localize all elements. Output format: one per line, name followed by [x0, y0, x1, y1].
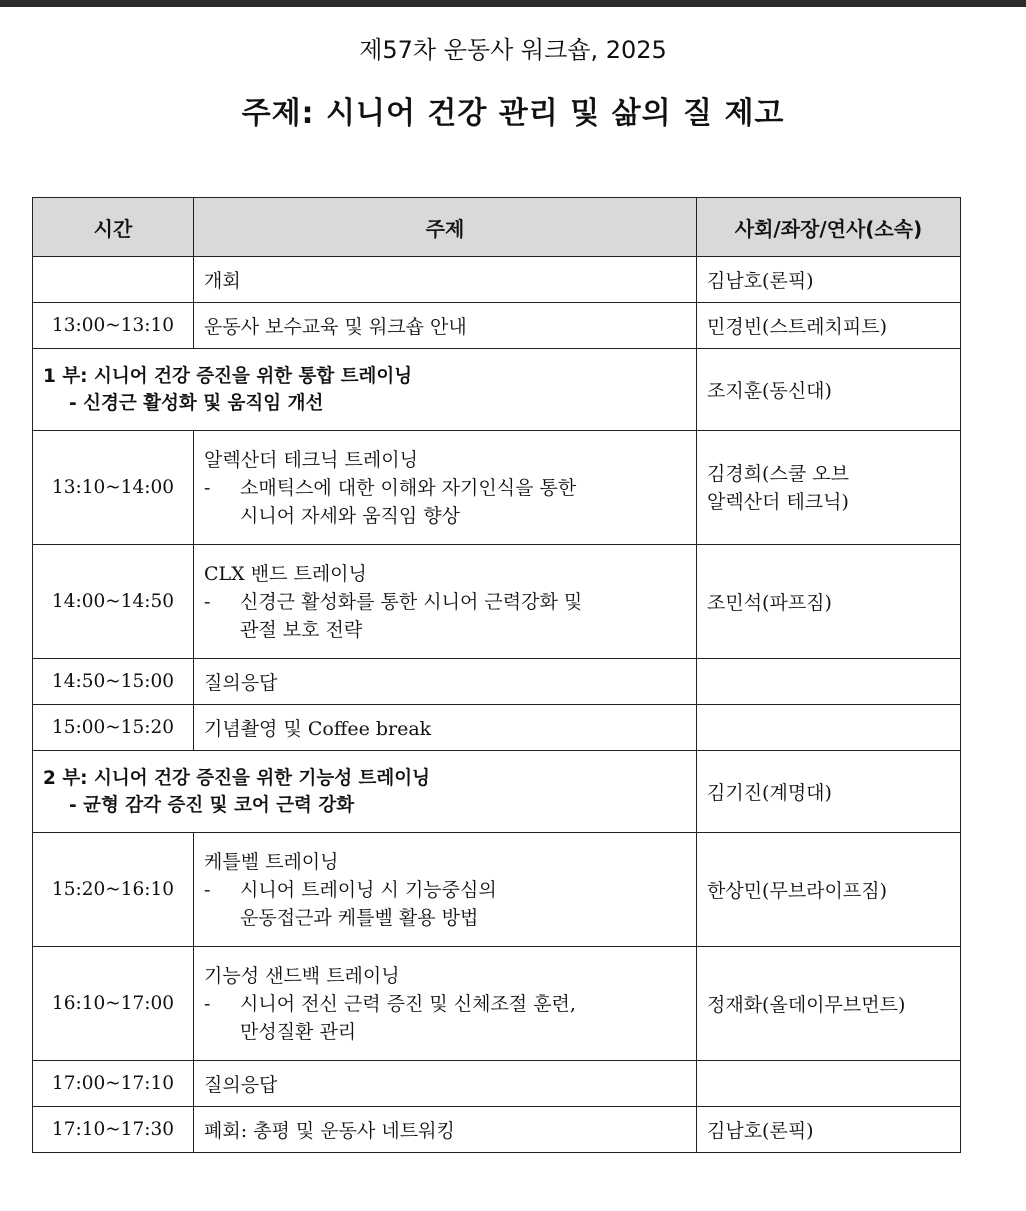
- session-title: 알렉산더 테크닉 트레이닝: [204, 448, 418, 471]
- table-row: [33, 257, 961, 303]
- row-speaker: [697, 659, 961, 705]
- row-topic: [194, 833, 697, 947]
- header-topic: 주제: [194, 198, 697, 257]
- session-desc-line: 신경근 활성화를 통한 시니어 근력강화 및: [240, 590, 583, 613]
- row-time: 13:10~14:00: [33, 431, 194, 545]
- session-title: 기능성 샌드백 트레이닝: [204, 964, 400, 987]
- row-speaker: [697, 1061, 961, 1107]
- table-header-row: [33, 198, 961, 257]
- row-topic: 운동사 보수교육 및 워크숍 안내: [194, 303, 697, 349]
- row-speaker: 한상민(무브라이프짐): [697, 833, 961, 947]
- speaker-line: 김경희(스쿨 오브: [707, 462, 849, 485]
- section-subtitle: - 신경근 활성화 및 움직임 개선: [69, 392, 324, 414]
- table-row: [33, 545, 961, 659]
- row-time: 17:00~17:10: [33, 1061, 194, 1107]
- session-title: 케틀벨 트레이닝: [204, 850, 339, 873]
- section-row: [33, 349, 961, 431]
- row-speaker: 조민석(파프짐): [697, 545, 961, 659]
- row-topic: 개회: [194, 257, 697, 303]
- table-row: [33, 1107, 961, 1153]
- row-time: 14:00~14:50: [33, 545, 194, 659]
- row-speaker: [697, 431, 961, 545]
- table-row: [33, 947, 961, 1061]
- row-topic: 질의응답: [194, 1061, 697, 1107]
- top-border-bar: [0, 0, 1026, 7]
- section-row: [33, 751, 961, 833]
- section-title-cell: [33, 751, 697, 833]
- row-topic: 질의응답: [194, 659, 697, 705]
- session-desc-line: 시니어 자세와 움직임 향상: [240, 504, 461, 527]
- row-speaker: 정재화(올데이무브먼트): [697, 947, 961, 1061]
- row-topic: 기념촬영 및 Coffee break: [194, 705, 697, 751]
- section-chair: 김기진(계명대): [697, 751, 961, 833]
- row-topic: 폐회: 총평 및 운동사 네트워킹: [194, 1107, 697, 1153]
- table-row: [33, 659, 961, 705]
- session-desc-line: 시니어 트레이닝 시 기능중심의: [240, 878, 497, 901]
- table-row: [33, 833, 961, 947]
- row-time: 13:00~13:10: [33, 303, 194, 349]
- section-chair: 조지훈(동신대): [697, 349, 961, 431]
- session-desc-line: 운동접근과 케틀벨 활용 방법: [240, 906, 479, 929]
- schedule-table: [32, 197, 961, 1153]
- bullet-dash: -: [204, 992, 211, 1015]
- session-desc-line: 소매틱스에 대한 이해와 자기인식을 통한: [240, 476, 577, 499]
- row-speaker: 김남호(론픽): [697, 1107, 961, 1153]
- session-desc-line: 만성질환 관리: [240, 1020, 357, 1043]
- row-topic: [194, 947, 697, 1061]
- session-title: CLX 밴드 트레이닝: [204, 562, 367, 585]
- row-speaker: [697, 705, 961, 751]
- row-speaker: 김남호(론픽): [697, 257, 961, 303]
- section-title: 2 부: 시니어 건강 증진을 위한 기능성 트레이닝: [43, 767, 431, 789]
- row-topic: [194, 431, 697, 545]
- speaker-line: 알렉산더 테크닉): [707, 490, 849, 513]
- table-row: [33, 303, 961, 349]
- workshop-theme: 주제: 시니어 건강 관리 및 삶의 질 제고: [241, 96, 785, 131]
- table-row: [33, 705, 961, 751]
- header-speaker: 사회/좌장/연사(소속): [697, 198, 961, 257]
- session-desc-line: 관절 보호 전략: [240, 618, 363, 641]
- table-row: [33, 1061, 961, 1107]
- section-subtitle: - 균형 감각 증진 및 코어 근력 강화: [69, 794, 355, 816]
- bullet-dash: -: [204, 476, 211, 499]
- session-desc-line: 시니어 전신 근력 증진 및 신체조절 훈련,: [240, 992, 576, 1015]
- header-time: 시간: [33, 198, 194, 257]
- section-title-cell: [33, 349, 697, 431]
- row-time: 15:00~15:20: [33, 705, 194, 751]
- row-time: 14:50~15:00: [33, 659, 194, 705]
- workshop-title: 제57차 운동사 워크숍, 2025: [359, 36, 667, 64]
- bullet-dash: -: [204, 590, 211, 613]
- row-time: [33, 257, 194, 303]
- table-row: [33, 431, 961, 545]
- row-time: 15:20~16:10: [33, 833, 194, 947]
- row-time: 17:10~17:30: [33, 1107, 194, 1153]
- row-topic: [194, 545, 697, 659]
- section-title: 1 부: 시니어 건강 증진을 위한 통합 트레이닝: [43, 365, 413, 387]
- row-time: 16:10~17:00: [33, 947, 194, 1061]
- row-speaker: 민경빈(스트레치피트): [697, 303, 961, 349]
- bullet-dash: -: [204, 878, 211, 901]
